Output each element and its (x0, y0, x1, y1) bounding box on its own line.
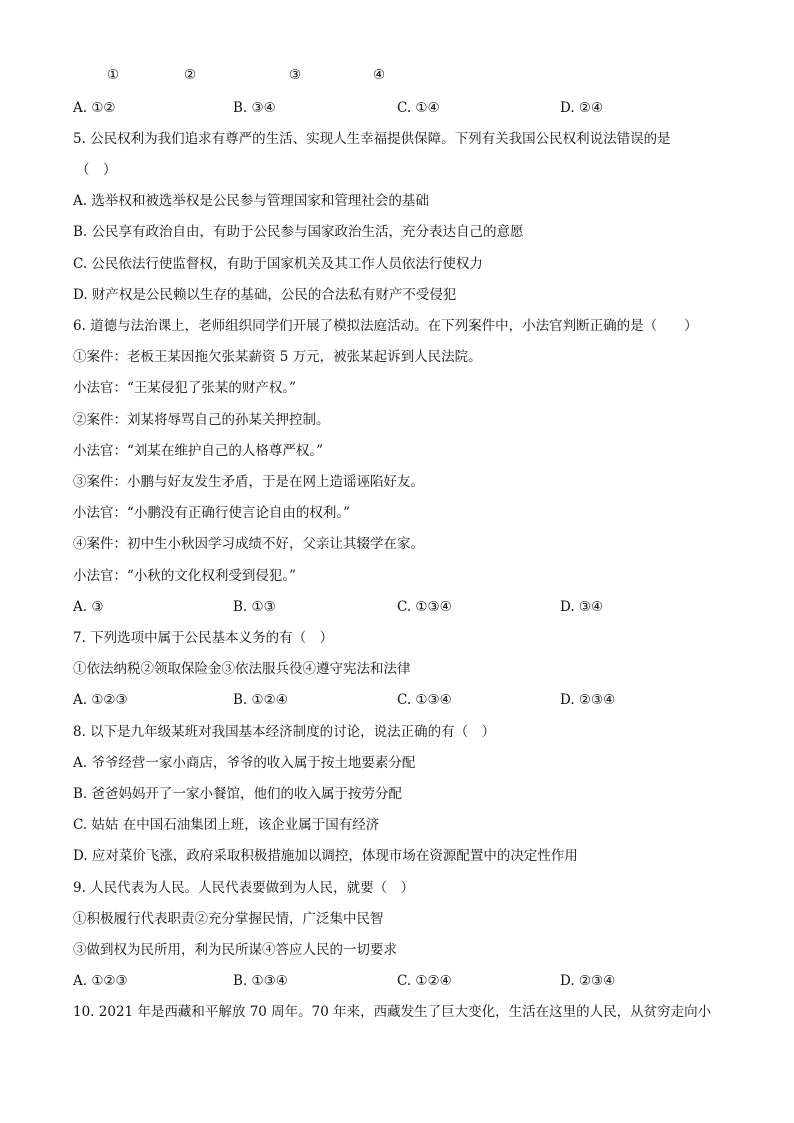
q6-option-c[interactable]: C. ①③④ (397, 599, 452, 615)
q5-option-b[interactable]: B. 公民享有政治自由，有助于公民参与国家政治生活，充分表达自己的意愿 (73, 224, 524, 240)
q7-stem: 7. 下列选项中属于公民基本义务的有（ ） (73, 630, 334, 646)
q7-option-d[interactable]: D. ②③④ (560, 692, 616, 708)
q9-items-1: ①积极履行代表职责②充分掌握民情，广泛集中民智 (73, 911, 384, 927)
q7-option-b[interactable]: B. ①②④ (233, 692, 288, 708)
q6-judge-3: 小法官：“小鹏没有正确行使言论自由的权利。” (73, 505, 351, 521)
q9-option-c[interactable]: C. ①②④ (397, 973, 452, 989)
q9-option-a[interactable]: A. ①②③ (73, 973, 128, 989)
q6-stem: 6. 道德与法治课上，老师组织同学们开展了模拟法庭活动。在下列案件中，小法官判断正确的是（ ） (73, 318, 698, 334)
q4-option-a[interactable]: A. ①② (73, 100, 116, 116)
q6-judge-1: 小法官：“王某侵犯了张某的财产权。” (73, 380, 297, 396)
q6-case-4: ④案件：初中生小秋因学习成绩不好，父亲让其辍学在家。 (73, 536, 424, 552)
q8-option-a[interactable]: A. 爷爷经营一家小商店，爷爷的收入属于按土地要素分配 (73, 755, 416, 771)
q5-paren: （ ） (76, 162, 117, 178)
q6-option-d[interactable]: D. ③④ (560, 599, 604, 615)
top-symbol-1: ① (107, 67, 120, 83)
q10-stem: 10. 2021 年是西藏和平解放 70 周年。70 年来，西藏发生了巨大变化，生活在这里的人民，从贫穷走向小 (73, 1004, 712, 1020)
q5-stem: 5. 公民权利为我们追求有尊严的生活、实现人生幸福提供保障。下列有关我国公民权利说法错误的是 (73, 131, 671, 147)
q6-case-1: ①案件：老板王某因拖欠张某薪资 5 万元，被张某起诉到人民法院。 (73, 349, 482, 365)
q6-judge-2: 小法官：“刘某在维护自己的人格尊严权。” (73, 443, 324, 459)
q6-case-2: ②案件：刘某将辱骂自己的孙某关押控制。 (73, 412, 330, 428)
q4-option-c[interactable]: C. ①④ (397, 100, 440, 116)
top-symbol-2: ② (184, 67, 197, 83)
q9-stem: 9. 人民代表为人民。人民代表要做到为人民，就要（ ） (73, 880, 415, 896)
q8-option-d[interactable]: D. 应对菜价飞涨，政府采取积极措施加以调控，体现市场在资源配置中的决定性作用 (73, 848, 578, 864)
q6-option-b[interactable]: B. ①③ (233, 599, 276, 615)
q8-option-b[interactable]: B. 爸爸妈妈开了一家小餐馆，他们的收入属于按劳分配 (73, 786, 403, 802)
q9-option-d[interactable]: D. ②③④ (560, 973, 616, 989)
q5-option-c[interactable]: C. 公民依法行使监督权，有助于国家机关及其工作人员依法行使权力 (73, 256, 483, 272)
q9-items-2: ③做到权为民所用，利为民所谋④答应人民的一切要求 (73, 942, 397, 958)
q9-option-b[interactable]: B. ①③④ (233, 973, 288, 989)
q7-option-c[interactable]: C. ①③④ (397, 692, 452, 708)
q4-option-b[interactable]: B. ③④ (233, 100, 276, 116)
q6-option-a[interactable]: A. ③ (73, 599, 104, 615)
top-symbol-3: ③ (289, 67, 302, 83)
top-symbol-4: ④ (373, 67, 386, 83)
q6-case-3: ③案件：小鹏与好友发生矛盾，于是在网上造谣诬陷好友。 (73, 474, 424, 490)
q6-judge-4: 小法官：“小秋的文化权利受到侵犯。” (73, 568, 297, 584)
q5-option-a[interactable]: A. 选举权和被选举权是公民参与管理国家和管理社会的基础 (73, 193, 429, 209)
q7-items: ①依法纳税②领取保险金③依法服兵役④遵守宪法和法律 (73, 661, 411, 677)
q8-option-c[interactable]: C. 姑姑 在中国石油集团上班，该企业属于国有经济 (73, 817, 380, 833)
q4-option-d[interactable]: D. ②④ (560, 100, 604, 116)
q5-option-d[interactable]: D. 财产权是公民赖以生存的基础，公民的合法私有财产不受侵犯 (73, 287, 457, 303)
q7-option-a[interactable]: A. ①②③ (73, 692, 128, 708)
q8-stem: 8. 以下是九年级某班对我国基本经济制度的讨论，说法正确的有（ ） (73, 724, 496, 740)
